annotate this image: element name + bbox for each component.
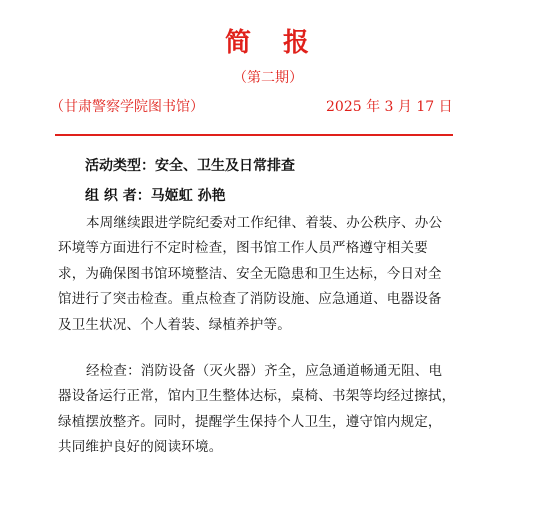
header-divider xyxy=(55,134,453,136)
paragraph-2 xyxy=(58,359,478,461)
issue-number: （第二期） xyxy=(233,70,303,86)
paragraph-1-line: 及卫生状况、个人着装、绿植养护等。 xyxy=(58,316,291,333)
paragraph-2-line: 共同维护良好的阅读环境。 xyxy=(58,439,223,456)
document-title xyxy=(0,22,536,59)
title-char-1: 简 xyxy=(224,28,253,58)
organizer-heading: 组 织 者：马姬虹 孙艳 xyxy=(85,188,226,204)
paragraph-1-line: 馆进行了突击检查。重点检查了消防设施、应急通道、电器设备 xyxy=(58,291,442,308)
paragraph-1-line: 本周继续跟进学院纪委对工作纪律、着装、办公秩序、办公 xyxy=(86,215,443,231)
title-char-2: 报 xyxy=(283,28,312,58)
report-date: 2025 年 3 月 17 日 xyxy=(326,99,453,115)
paragraph-2-line: 器设备运行正常，馆内卫生整体达标，桌椅、书架等均经过擦拭， xyxy=(58,388,456,405)
paragraph-1 xyxy=(58,211,478,338)
paragraph-2-line: 绿植摆放整齐。同时，提醒学生保持个人卫生，遵守馆内规定， xyxy=(58,413,442,430)
organization-name: （甘肃警察学院图书馆） xyxy=(50,99,204,115)
activity-type-heading: 活动类型：安全、卫生及日常排查 xyxy=(85,158,295,174)
paragraph-1-line: 环境等方面进行不定时检查，图书馆工作人员严格遵守相关要 xyxy=(58,240,428,257)
paragraph-2-line: 经检查：消防设备（灭火器）齐全，应急通道畅通无阻、电 xyxy=(86,363,443,379)
paragraph-1-line: 求，为确保图书馆环境整洁、安全无隐患和卫生达标，今日对全 xyxy=(58,265,442,282)
